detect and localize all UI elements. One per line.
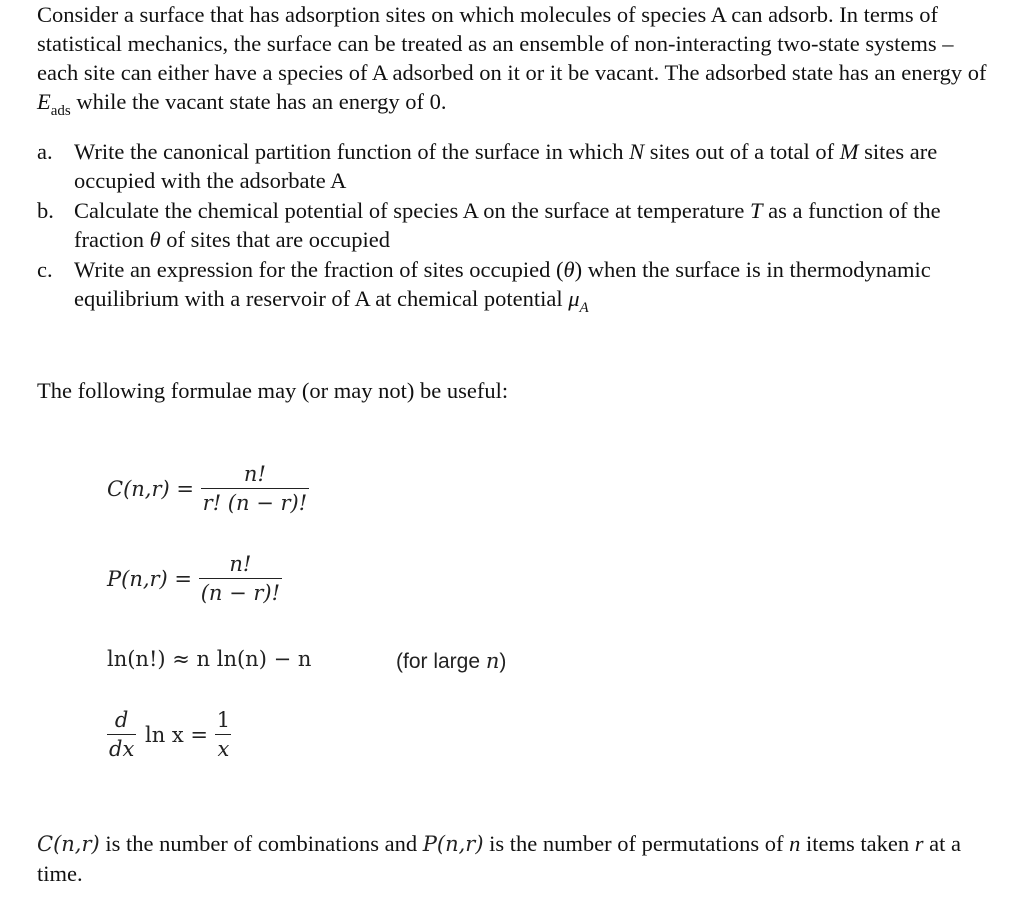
derivative-denominator: x — [215, 734, 231, 761]
stirling-formula — [107, 647, 311, 671]
energy-symbol: E — [37, 89, 51, 114]
permutation-fraction — [199, 552, 282, 605]
combination-numerator: n! — [243, 462, 266, 486]
intro-text-2: while the vacant state has an energy of 0. — [70, 89, 447, 114]
stirling-expression: ln(n!) ≈ n ln(n) − n — [107, 647, 312, 671]
footer-text: items taken — [800, 831, 915, 856]
derivative-function: ln x = — [144, 722, 209, 747]
permutation-lhs: P(n,r) = — [107, 566, 193, 591]
var-theta: θ — [563, 257, 575, 282]
stirling-note-var: n — [485, 649, 500, 673]
combination-symbol: C(n,r) — [37, 832, 100, 856]
footer-text: is the number of permutations of — [483, 831, 790, 856]
combination-denominator: r! (n − r)! — [201, 488, 310, 515]
stirling-note — [396, 649, 506, 674]
var-mu: μ — [568, 286, 580, 311]
combination-lhs: C(n,r) = — [107, 476, 194, 501]
question-text: as a function of the fraction — [74, 198, 941, 252]
permutation-numerator: n! — [229, 552, 252, 576]
derivative-operator — [107, 708, 136, 761]
derivative-result — [215, 708, 232, 761]
question-text: Calculate the chemical potential of species A on the surface at temperature — [74, 198, 750, 223]
derivative-numerator: 1 — [216, 708, 231, 732]
var-mu-subscript: A — [579, 300, 589, 316]
derivative-op-denominator: dx — [107, 734, 136, 761]
permutation-formula — [107, 552, 282, 605]
stirling-note-suffix: ) — [499, 650, 507, 673]
question-list — [37, 137, 997, 314]
var-t: T — [749, 198, 763, 223]
var-n: N — [629, 139, 645, 164]
question-marker: b. — [37, 198, 54, 223]
question-text: Write an expression for the fraction of sites occupied ( — [74, 257, 564, 282]
footer-note — [37, 829, 997, 888]
footer-text: is the number of combinations and — [99, 831, 423, 856]
combination-formula — [107, 462, 309, 515]
question-text: Write the canonical partition function of the surface in which — [74, 139, 630, 164]
intro-text-1: Consider a surface that has adsorption sites on which molecules of species A can adsorb. In terms of statistical mechanics, the surface can be treated as an ensemble of non-interacting two-state systems – each site can either have a species of A adsorbed on it or it be vacant. The adsorbed state has an energy of — [37, 2, 987, 85]
stirling-note-prefix: (for large — [396, 650, 486, 673]
question-c — [37, 255, 997, 316]
footer-var-n: n — [789, 831, 801, 856]
footer-var-r: r — [914, 831, 924, 856]
derivative-formula — [107, 708, 232, 761]
question-marker: c. — [37, 257, 53, 282]
question-b — [37, 196, 997, 254]
energy-subscript: ads — [50, 103, 71, 119]
question-marker: a. — [37, 139, 53, 164]
footer-text: at a time. — [37, 831, 961, 886]
permutation-denominator: (n − r)! — [199, 578, 282, 605]
question-text: sites out of a total of — [644, 139, 840, 164]
formulae-heading: The following formulae may (or may not) be useful: — [37, 378, 509, 403]
question-text: of sites that are occupied — [160, 227, 390, 252]
question-text: ) when the surface is in thermodynamic equilibrium with a reservoir of A at chemical potential — [74, 257, 931, 311]
question-a — [37, 137, 997, 195]
intro-paragraph — [37, 0, 997, 119]
var-theta: θ — [149, 227, 161, 252]
question-text: sites are occupied with the adsorbate A — [74, 139, 938, 193]
derivative-op-numerator: d — [114, 708, 129, 732]
permutation-symbol: P(n,r) — [422, 832, 484, 856]
combination-fraction — [201, 462, 310, 515]
var-m: M — [839, 139, 859, 164]
